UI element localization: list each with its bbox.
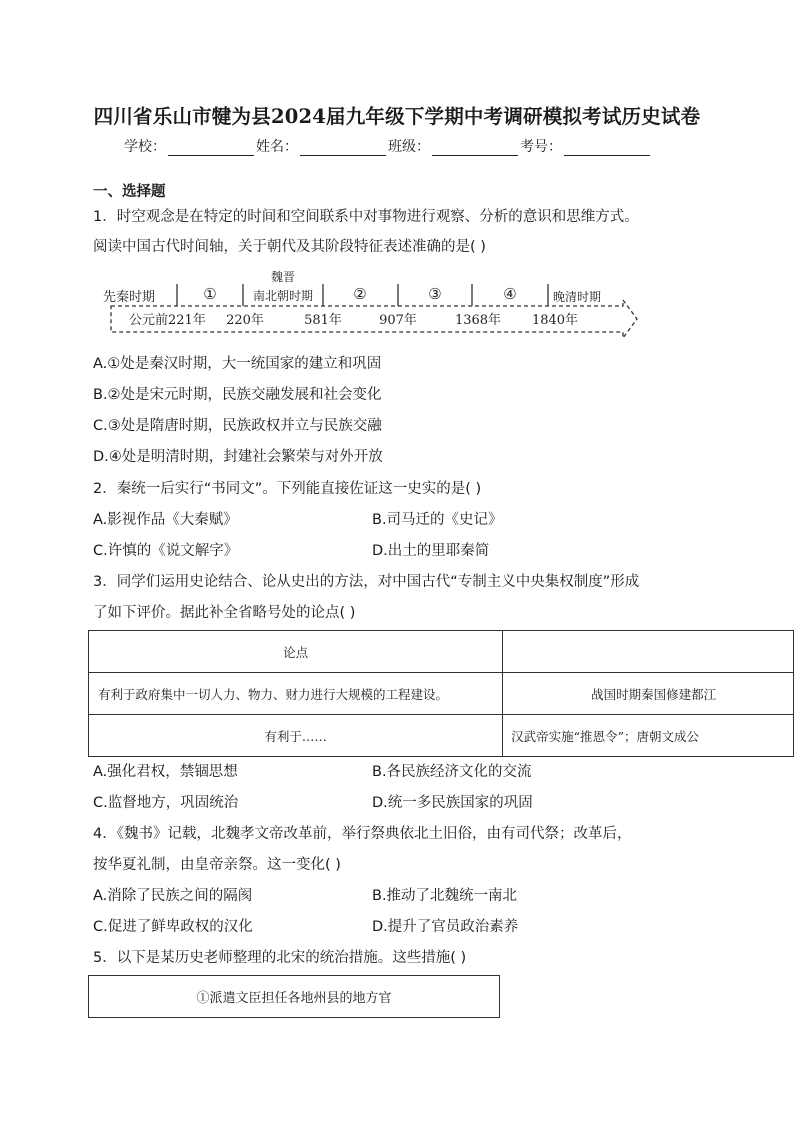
- school-label: 学校：: [124, 139, 166, 155]
- q4-stem-line2: 按华夏礼制，由皇帝亲祭。这一变化( ): [93, 857, 341, 873]
- q4-option-b[interactable]: B.推动了北魏统一南北: [372, 888, 518, 904]
- timeline-label-late-qing: 晚清时期: [553, 290, 602, 304]
- exam-number-label: 考号：: [520, 139, 562, 155]
- timeline-year-581: 581年: [304, 313, 342, 328]
- timeline-year-1368: 1368年: [454, 313, 502, 328]
- table-cell: 有利于……: [89, 715, 503, 757]
- q3-table-clip: [88, 630, 794, 758]
- q3-option-a[interactable]: A.强化君权，禁锢思想: [93, 764, 238, 780]
- timeline-label-3: ③: [428, 285, 442, 303]
- timeline-year-220: 220年: [226, 313, 264, 328]
- timeline-figure: [95, 266, 655, 340]
- table-header-cell: 论点: [89, 631, 503, 673]
- section-heading: 一、选择题: [93, 184, 166, 200]
- q4-option-a[interactable]: A.消除了民族之间的隔阂: [93, 888, 253, 904]
- q2-option-d[interactable]: D.出土的里耶秦简: [372, 543, 490, 559]
- q2-stem: 2．秦统一后实行“书同文”。下列能直接佐证这一史实的是( ): [93, 481, 482, 497]
- q1-option-b[interactable]: B.②处是宋元时期，民族交融发展和社会变化: [93, 387, 382, 403]
- class-field[interactable]: [432, 140, 518, 156]
- timeline-year-907: 907年: [379, 313, 417, 328]
- q1-option-d[interactable]: D.④处是明清时期，封建社会繁荣与对外开放: [93, 449, 383, 465]
- table-cell: 有利于政府集中一切人力、物力、财力进行大规模的工程建设。: [89, 673, 503, 715]
- table-header-cell: [503, 631, 794, 673]
- timeline-label-4: ④: [503, 285, 517, 303]
- q3-option-b[interactable]: B.各民族经济文化的交流: [372, 764, 532, 780]
- q1-option-a[interactable]: A.①处是秦汉时期，大一统国家的建立和巩固: [93, 356, 382, 372]
- q4-option-c[interactable]: C.促进了鲜卑政权的汉化: [93, 919, 253, 935]
- table-row: [89, 631, 794, 673]
- q5-measure-box: ①派遣文臣担任各地州县的地方官: [88, 975, 500, 1018]
- timeline-label-nanbei: 南北朝时期: [252, 289, 314, 303]
- q3-stem-line1: 3．同学们运用史论结合、论从史出的方法，对中国古代“专制主义中央集权制度”形成: [93, 574, 640, 590]
- school-field[interactable]: [168, 140, 254, 156]
- q5-stem: 5．以下是某历史老师整理的北宋的统治措施。这些措施( ): [93, 950, 467, 966]
- q2-option-c[interactable]: C.许慎的《说文解字》: [93, 543, 239, 559]
- q1-option-c[interactable]: C.③处是隋唐时期，民族政权并立与民族交融: [93, 418, 382, 434]
- q4-option-d[interactable]: D.提升了官员政治素养: [372, 919, 519, 935]
- timeline-year-1840: 1840年: [531, 313, 579, 328]
- q4-stem-line1: 4．《魏书》记载，北魏孝文帝改革前，举行祭典依北土旧俗，由有司代祭；改革后，: [93, 826, 632, 842]
- q3-stem-line2: 了如下评价。据此补全省略号处的论点( ): [93, 605, 356, 621]
- table-cell: 汉武帝实施“推恩令”；唐朝文成公: [503, 715, 794, 757]
- timeline-label-1: ①: [203, 285, 217, 303]
- q3-table: [88, 630, 794, 757]
- timeline-label-pre-qin: 先秦时期: [103, 290, 156, 305]
- name-field[interactable]: [300, 140, 386, 156]
- q2-option-a[interactable]: A.影视作品《大秦赋》: [93, 512, 238, 528]
- exam-number-field[interactable]: [564, 140, 650, 156]
- table-row: [89, 673, 794, 715]
- q1-stem-line2: 阅读中国古代时间轴，关于朝代及其阶段特征表述准确的是( ): [93, 239, 486, 255]
- student-info: [124, 136, 652, 156]
- class-label: 班级：: [388, 139, 430, 155]
- timeline-label-weijin: 魏晋: [270, 270, 296, 284]
- name-label: 姓名：: [256, 139, 298, 155]
- q3-option-c[interactable]: C.监督地方，巩固统治: [93, 795, 239, 811]
- timeline-label-2: ②: [353, 285, 367, 303]
- q1-stem-line1: 1．时空观念是在特定的时间和空间联系中对事物进行观察、分析的意识和思维方式。: [93, 209, 639, 225]
- table-row: [89, 715, 794, 757]
- q3-option-d[interactable]: D.统一多民族国家的巩固: [372, 795, 533, 811]
- table-cell: 战国时期秦国修建都江: [503, 673, 794, 715]
- q2-option-b[interactable]: B.司马迁的《史记》: [372, 512, 503, 528]
- timeline-year-221bc: 公元前221年: [129, 313, 206, 328]
- exam-title: 四川省乐山市犍为县2024届九年级下学期中考调研模拟考试历史试卷: [93, 105, 701, 128]
